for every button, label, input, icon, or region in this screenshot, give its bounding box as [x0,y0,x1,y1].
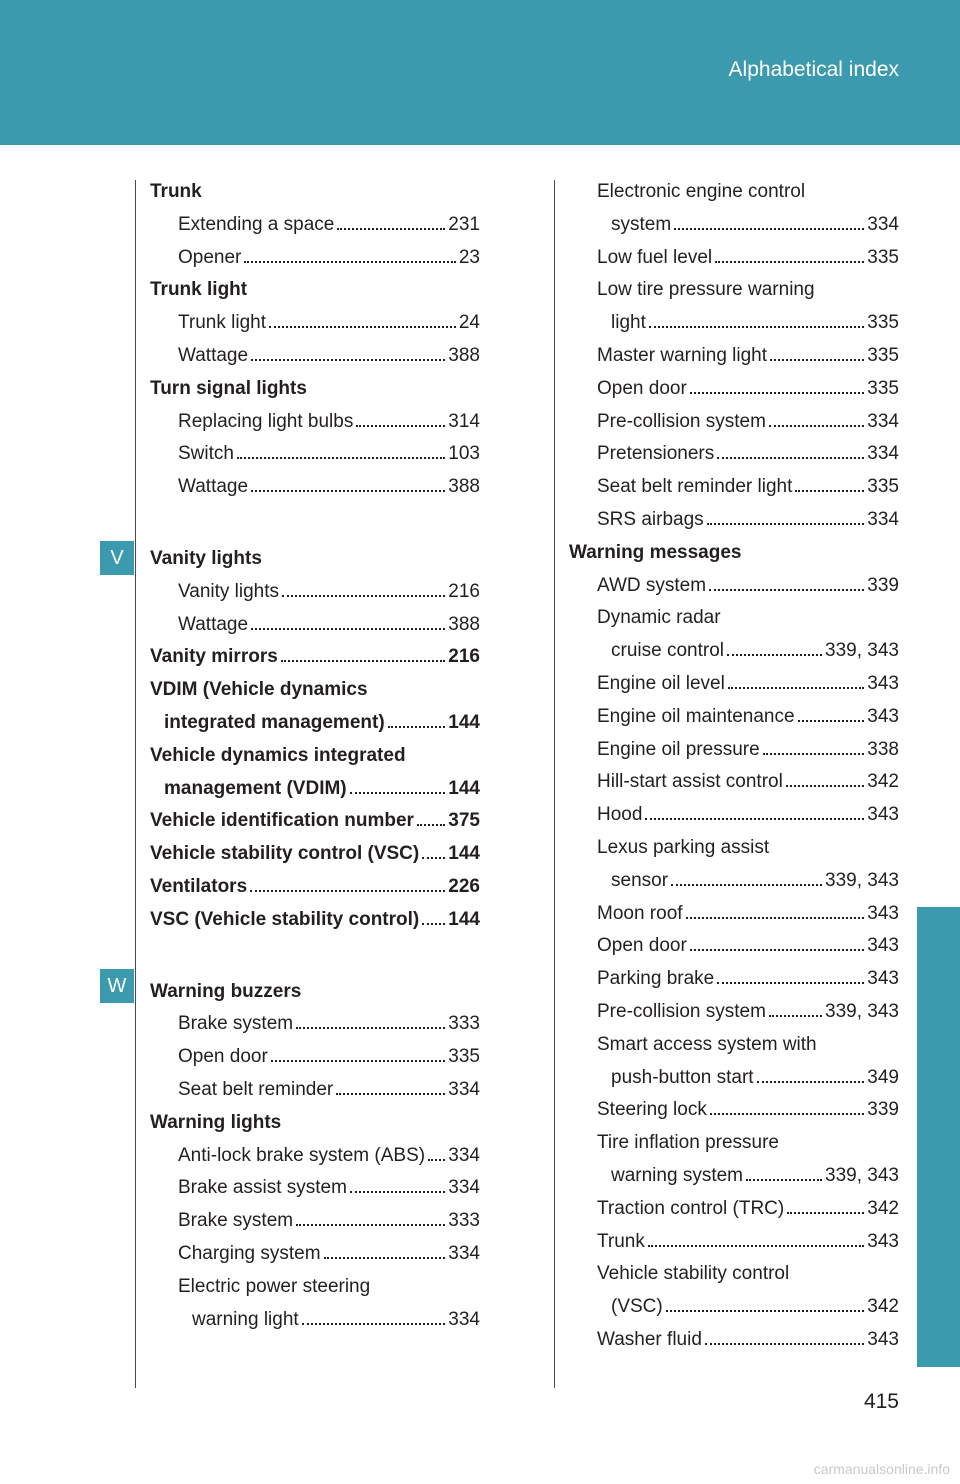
dot-leader [690,949,865,951]
index-entry [569,865,899,898]
index-entry [569,1160,899,1193]
index-entry: Lexus parking assist [597,836,770,858]
entry-label: system [611,213,672,235]
entry-label: management (VDIM) [164,777,347,799]
entry-page-ref: 338 [867,738,899,760]
entry-label: cruise control [611,640,724,662]
dot-leader [690,392,865,394]
index-entry: Vanity lights [150,547,262,569]
index-entry [150,805,480,838]
dot-leader [237,457,445,459]
index-entry [569,898,899,931]
dot-leader [728,687,864,689]
index-entry [569,734,899,767]
entry-page-ref: 144 [448,843,480,865]
entry-page-ref: 334 [448,1078,480,1100]
index-entry [150,340,480,373]
dot-leader [769,425,864,427]
index-entry [569,1226,899,1259]
index-entry [569,340,899,373]
index-entry [569,406,899,439]
entry-page-ref: 226 [448,875,480,897]
entry-page-ref: 339, 343 [825,869,899,891]
dot-leader [717,982,864,984]
entry-label: Washer fluid [597,1328,702,1350]
entry-page-ref: 216 [448,646,480,668]
entry-label: Switch [178,443,234,465]
entry-page-ref: 335 [448,1046,480,1068]
entry-page-ref: 334 [867,410,899,432]
entry-page-ref: 334 [448,1242,480,1264]
index-entry [150,871,480,904]
dot-leader [709,589,864,591]
index-entry [569,930,899,963]
entry-label: Pre-collision system [597,1000,766,1022]
entry-page-ref: 343 [867,968,899,990]
index-entry [569,373,899,406]
index-entry: Electric power steering [178,1275,371,1297]
entry-page-ref: 349 [867,1066,899,1088]
index-entry [569,1324,899,1357]
index-entry [150,1304,480,1337]
entry-label: Brake system [178,1013,294,1035]
dot-leader [666,1310,865,1312]
entry-label: Master warning light [597,344,768,366]
index-entry [569,209,899,242]
dot-leader [715,261,864,263]
entry-page-ref: 103 [448,443,480,465]
dot-leader [337,228,445,230]
index-entry: Warning messages [569,541,742,563]
entry-label: push-button start [611,1066,754,1088]
entry-page-ref: 388 [448,344,480,366]
index-entry [569,471,899,504]
entry-page-ref: 339, 343 [825,1000,899,1022]
entry-label: Anti-lock brake system (ABS) [178,1144,426,1166]
entry-page-ref: 335 [867,377,899,399]
entry-page-ref: 334 [867,508,899,530]
center-column-rule [554,180,555,1388]
entry-page-ref: 339 [867,574,899,596]
entry-page-ref: 342 [867,1197,899,1219]
index-column-left [150,176,480,1336]
dot-leader [350,792,446,794]
index-entry [150,242,480,275]
entry-page-ref: 334 [867,443,899,465]
dot-leader [269,326,456,328]
index-entry: Vehicle stability control [597,1263,790,1285]
left-column-rule [135,180,136,1388]
entry-page-ref: 334 [448,1308,480,1330]
entry-page-ref: 144 [448,908,480,930]
entry-label: Traction control (TRC) [597,1197,785,1219]
dot-leader [250,890,445,892]
dot-leader [686,917,865,919]
dot-leader [324,1257,446,1259]
entry-label: Open door [178,1046,268,1068]
page-header-band [0,0,960,145]
dot-leader [727,654,822,656]
entry-label: Engine oil maintenance [597,705,795,727]
entry-label: Open door [597,377,687,399]
entry-label: Charging system [178,1242,321,1264]
entry-page-ref: 342 [867,771,899,793]
entry-label: Wattage [178,476,249,498]
index-entry [150,471,480,504]
dot-leader [649,326,864,328]
dot-leader [296,1027,445,1029]
dot-leader [244,261,455,263]
entry-page-ref: 342 [867,1296,899,1318]
dot-leader [428,1159,445,1161]
entry-label: Brake system [178,1210,294,1232]
entry-page-ref: 314 [448,410,480,432]
entry-label: integrated management) [164,711,385,733]
index-entry [150,209,480,242]
dot-leader [674,228,864,230]
index-entry: Warning buzzers [150,980,302,1002]
entry-label: Wattage [178,613,249,635]
entry-label: sensor [611,869,669,891]
section-side-tab [917,907,960,1367]
index-entry: Smart access system with [597,1033,817,1055]
index-entry [150,406,480,439]
index-entry [150,1172,480,1205]
dot-leader [787,1212,864,1214]
section-title: Alphabetical index [728,58,899,81]
entry-page-ref: 343 [867,705,899,727]
dot-leader [296,1224,445,1226]
entry-label: Engine oil pressure [597,738,760,760]
index-entry [150,1074,480,1107]
index-entry [150,1140,480,1173]
dot-leader [707,523,865,525]
entry-page-ref: 334 [867,213,899,235]
entry-label: Ventilators [150,875,248,897]
index-entry [150,773,480,806]
entry-label: Low fuel level [597,246,713,268]
dot-leader [271,1060,446,1062]
watermark: carmanualsonline.info [813,1461,950,1477]
dot-leader [705,1343,864,1345]
index-column-right [569,176,899,1357]
dot-leader [717,457,864,459]
entry-label: Brake assist system [178,1177,347,1199]
entry-page-ref: 335 [867,476,899,498]
index-entry: VDIM (Vehicle dynamics [150,679,368,701]
entry-page-ref: 333 [448,1210,480,1232]
entry-label: Moon roof [597,902,683,924]
dot-leader [746,1179,822,1181]
entry-label: (VSC) [611,1296,663,1318]
entry-label: Vanity mirrors [150,646,278,668]
entry-label: warning system [611,1164,743,1186]
index-entry [569,701,899,734]
entry-label: VSC (Vehicle stability control) [150,908,420,930]
index-entry [150,904,480,937]
entry-label: Opener [178,246,242,268]
dot-leader [671,884,822,886]
entry-label: Extending a space [178,213,335,235]
index-entry: Electronic engine control [597,181,806,202]
index-entry [150,838,480,871]
index-entry [569,635,899,668]
dot-leader [757,1081,865,1083]
index-entry [569,996,899,1029]
dot-leader [795,490,864,492]
entry-label: Steering lock [597,1099,707,1121]
entry-label: Vehicle identification number [150,810,414,832]
index-entry [569,307,899,340]
index-entry [569,668,899,701]
entry-label: Hood [597,804,643,826]
entry-page-ref: 334 [448,1177,480,1199]
entry-page-ref: 335 [867,344,899,366]
index-entry [150,438,480,471]
entry-label: SRS airbags [597,508,704,530]
entry-page-ref: 339, 343 [825,1164,899,1186]
entry-label: Replacing light bulbs [178,410,354,432]
index-entry [569,799,899,832]
entry-page-ref: 343 [867,935,899,957]
entry-page-ref: 343 [867,1230,899,1252]
index-entry [150,1238,480,1271]
entry-page-ref: 216 [448,580,480,602]
dot-leader [786,785,864,787]
dot-leader [251,628,445,630]
dot-leader [769,1015,822,1017]
index-entry: Dynamic radar [597,607,721,629]
dot-leader [356,425,445,427]
entry-page-ref: 375 [448,810,480,832]
index-entry [150,1041,480,1074]
dot-leader [302,1323,446,1325]
entry-label: Pretensioners [597,443,715,465]
index-entry: Tire inflation pressure [597,1132,779,1154]
index-entry [569,1094,899,1127]
entry-page-ref: 334 [448,1144,480,1166]
entry-page-ref: 339 [867,1099,899,1121]
entry-page-ref: 343 [867,1328,899,1350]
entry-page-ref: 144 [448,777,480,799]
entry-page-ref: 24 [458,312,480,334]
index-entry [569,1291,899,1324]
entry-label: Seat belt reminder light [597,476,793,498]
dot-leader [336,1093,445,1095]
index-entry [150,609,480,642]
dot-leader [648,1245,864,1247]
dot-leader [417,824,445,826]
entry-label: light [611,312,646,334]
index-entry [150,641,480,674]
entry-label: Seat belt reminder [178,1078,334,1100]
entry-label: Trunk [597,1230,645,1252]
index-entry: Turn signal lights [150,377,307,399]
index-entry [569,438,899,471]
index-entry [569,766,899,799]
dot-leader [281,660,446,662]
dot-leader [350,1191,445,1193]
entry-label: Wattage [178,344,249,366]
page-number: 415 [863,1390,899,1413]
entry-page-ref: 343 [867,804,899,826]
entry-label: AWD system [597,574,707,596]
index-entry: Vehicle dynamics integrated [150,744,406,766]
letter-tab-w: W [100,969,134,1003]
entry-label: warning light [192,1308,299,1330]
entry-page-ref: 343 [867,672,899,694]
entry-page-ref: 23 [458,246,480,268]
index-entry: Trunk [150,181,202,202]
entry-page-ref: 144 [448,711,480,733]
dot-leader [770,359,864,361]
index-entry [150,576,480,609]
letter-tab-v: V [100,541,134,575]
entry-page-ref: 388 [448,613,480,635]
entry-page-ref: 335 [867,312,899,334]
entry-label: Parking brake [597,968,715,990]
index-entry [150,1008,480,1041]
index-entry [569,1193,899,1226]
dot-leader [388,726,446,728]
dot-leader [422,923,445,925]
entry-page-ref: 231 [448,213,480,235]
entry-label: Pre-collision system [597,410,766,432]
dot-leader [251,490,445,492]
index-entry: Warning lights [150,1111,282,1133]
dot-leader [422,857,445,859]
dot-leader [251,359,445,361]
index-entry [150,1205,480,1238]
entry-page-ref: 333 [448,1013,480,1035]
entry-label: Hill-start assist control [597,771,783,793]
index-entry [150,707,480,740]
dot-leader [763,753,865,755]
entry-page-ref: 388 [448,476,480,498]
dot-leader [645,818,864,820]
dot-leader [798,720,865,722]
entry-page-ref: 339, 343 [825,640,899,662]
entry-label: Engine oil level [597,672,725,694]
index-entry: Trunk light [150,279,248,301]
entry-page-ref: 343 [867,902,899,924]
dot-leader [710,1113,864,1115]
entry-label: Vanity lights [178,580,280,602]
index-entry [569,570,899,603]
index-entry [569,963,899,996]
index-entry [569,242,899,275]
entry-label: Vehicle stability control (VSC) [150,843,420,865]
entry-page-ref: 335 [867,246,899,268]
index-entry [569,504,899,537]
index-entry [150,307,480,340]
entry-label: Open door [597,935,687,957]
index-entry: Low tire pressure warning [597,279,815,301]
dot-leader [282,595,445,597]
entry-label: Trunk light [178,312,266,334]
index-entry [569,1062,899,1095]
